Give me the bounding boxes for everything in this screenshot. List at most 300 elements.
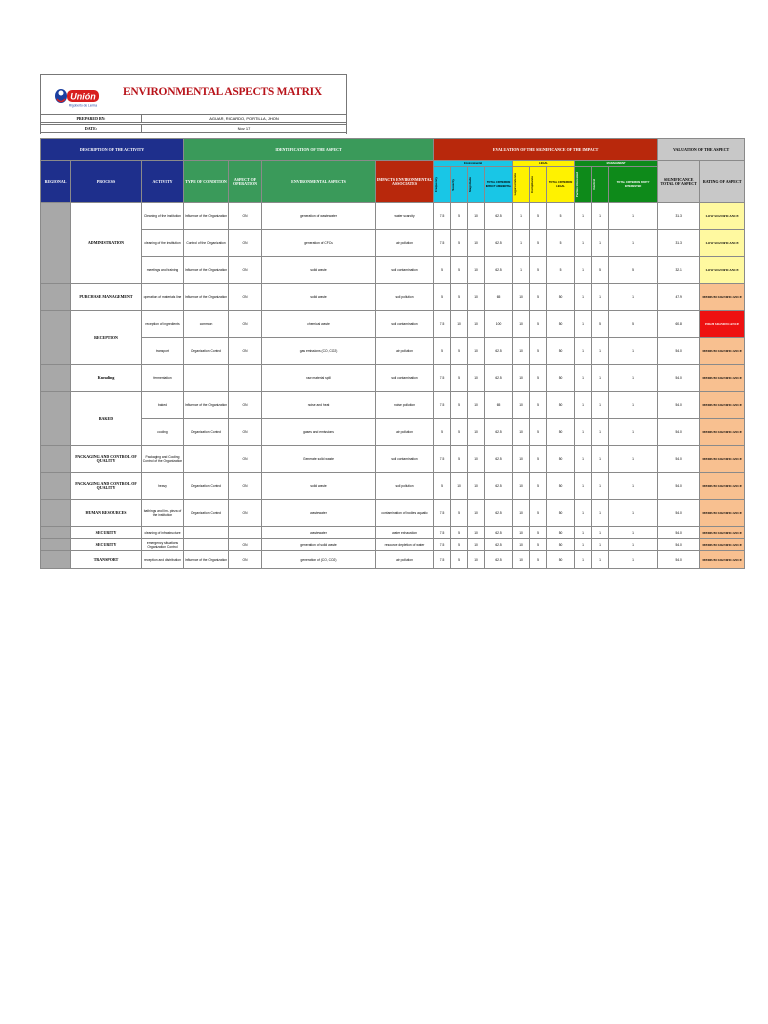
operation-cell: ON xyxy=(229,473,262,500)
significance-cell: 54.0 xyxy=(658,392,700,419)
criterion-value: 5 xyxy=(434,257,451,284)
condition-header: TYPE OF CONDITION xyxy=(184,161,229,203)
criterion-value: 1 xyxy=(575,473,592,500)
criterion-value: 5 xyxy=(530,551,547,569)
criterion-value: 10 xyxy=(513,419,530,446)
criterion-value: 62.5 xyxy=(485,257,513,284)
date-row xyxy=(40,124,347,133)
regional-cell xyxy=(41,500,71,527)
criterion-value: 10 xyxy=(468,338,485,365)
aspect-cell: chemical waste xyxy=(262,311,376,338)
criterion-value: 10 xyxy=(468,500,485,527)
criterion-value: 10 xyxy=(468,257,485,284)
impact-cell: resource depletion of water xyxy=(376,539,434,551)
impact-cell: soil contamination xyxy=(376,257,434,284)
operation-cell: ON xyxy=(229,230,262,257)
criterion-value: 1 xyxy=(575,527,592,539)
condition-cell xyxy=(184,365,229,392)
criterion-value: 50 xyxy=(547,338,575,365)
logo-text: Unión xyxy=(70,91,96,102)
criterion-value: 1 xyxy=(575,257,592,284)
criterion-value: 1 xyxy=(575,392,592,419)
process-cell: BAKED xyxy=(71,392,142,446)
criterion-value: 50 xyxy=(547,392,575,419)
criterion-value: 7.5 xyxy=(434,230,451,257)
impact-cell: soil contamination xyxy=(376,311,434,338)
criterion-value: 1 xyxy=(592,527,609,539)
condition-cell xyxy=(184,527,229,539)
env-group-header: Environmental xyxy=(434,161,513,167)
criterion-value: 1 xyxy=(575,203,592,230)
condition-cell: Influence of the Organization xyxy=(184,284,229,311)
prepared-by-value: AGUAR, RICARDO, PORTILLA, JHON xyxy=(141,115,346,122)
criterion-total-impact: TOTAL CRITERION IMPACT AMBIENTAL xyxy=(485,167,513,203)
table-row xyxy=(41,257,745,284)
activity-cell: reception of ingredients xyxy=(142,311,184,338)
aspect-cell: gas emissions (CO, CO2) xyxy=(262,338,376,365)
rating-cell: LOW SIGNIFICANCE xyxy=(700,257,745,284)
operation-header: ASPECT OF OPERATION xyxy=(229,161,262,203)
criterion-total-legal: TOTAL CRITERION LEGAL xyxy=(547,167,575,203)
criterion-value: 10 xyxy=(468,527,485,539)
operation-cell: ON xyxy=(229,392,262,419)
regional-cell xyxy=(41,284,71,311)
aspect-cell: solid waste xyxy=(262,473,376,500)
logo-subtext: Rigoberto de Lerma xyxy=(68,103,98,108)
criterion-value: 62.5 xyxy=(485,338,513,365)
criterion-value: 5 xyxy=(530,500,547,527)
criterion-value: 50 xyxy=(547,365,575,392)
aspects-header: ENVIRONMENTAL ASPECTS xyxy=(262,161,376,203)
criterion-frequency: Frequency xyxy=(434,167,451,203)
operation-cell: ON xyxy=(229,257,262,284)
significance-cell: 54.0 xyxy=(658,419,700,446)
impact-cell: air pollution xyxy=(376,338,434,365)
criterion-value: 62.5 xyxy=(485,527,513,539)
impact-cell: noise pollution xyxy=(376,392,434,419)
criterion-value: 10 xyxy=(468,419,485,446)
activity-cell: cleaning of infrastructure xyxy=(142,527,184,539)
rating-cell: MEDIUM SIGNIFICANCE xyxy=(700,500,745,527)
criterion-value: 5 xyxy=(530,419,547,446)
criterion-value: 7.5 xyxy=(434,311,451,338)
criterion-value: 65 xyxy=(485,284,513,311)
activity-cell: transport xyxy=(142,338,184,365)
criterion-value: 7.5 xyxy=(434,365,451,392)
criterion-value: 5 xyxy=(592,311,609,338)
criterion-value: 62.5 xyxy=(485,473,513,500)
criterion-value: 1 xyxy=(609,527,658,539)
condition-cell: Influence of the Organization xyxy=(184,392,229,419)
operation-cell xyxy=(229,365,262,392)
operation-cell: ON xyxy=(229,539,262,551)
criterion-value: 10 xyxy=(513,527,530,539)
significance-cell: 54.0 xyxy=(658,338,700,365)
criterion-value: 50 xyxy=(547,284,575,311)
criterion-value: 50 xyxy=(547,419,575,446)
criterion-value: 1 xyxy=(609,284,658,311)
criterion-value: 50 xyxy=(547,551,575,569)
process-cell: PACKAGING AND CONTROL OF QUALITY xyxy=(71,446,142,473)
significance-cell: 60.8 xyxy=(658,311,700,338)
table-row xyxy=(41,392,745,419)
impact-cell: water scarcity xyxy=(376,203,434,230)
criterion-control: Control xyxy=(592,167,609,203)
condition-cell: Organization Control xyxy=(184,419,229,446)
criterion-value: 10 xyxy=(468,365,485,392)
criterion-value: 10 xyxy=(468,230,485,257)
criterion-value: 1 xyxy=(575,230,592,257)
criterion-value: 10 xyxy=(513,539,530,551)
criterion-value: 1 xyxy=(575,539,592,551)
criterion-value: 10 xyxy=(468,551,485,569)
impact-cell: air pollution xyxy=(376,230,434,257)
matrix-body xyxy=(41,203,745,569)
company-logo xyxy=(52,86,100,108)
description-header: DESCRIPTION OF THE ACTIVITY xyxy=(41,139,184,161)
aspect-cell: Generate solid waste xyxy=(262,446,376,473)
criterion-value: 5 xyxy=(547,230,575,257)
regional-cell xyxy=(41,446,71,473)
criterion-parties: Parties interested xyxy=(575,167,592,203)
criterion-value: 5 xyxy=(530,230,547,257)
table-row xyxy=(41,365,745,392)
process-cell: SECURITY xyxy=(71,539,142,551)
table-row xyxy=(41,527,745,539)
activity-cell: Cleaning of the institution xyxy=(142,203,184,230)
criterion-magnitude: Magnitude xyxy=(468,167,485,203)
criterion-value: 10 xyxy=(451,311,468,338)
evaluation-header: EVALUATION OF THE SIGNIFICANCE OF THE IMPACT xyxy=(434,139,658,161)
condition-cell: Organization Control xyxy=(184,473,229,500)
table-row xyxy=(41,203,745,230)
criterion-value: 5 xyxy=(451,257,468,284)
criterion-value: 1 xyxy=(592,419,609,446)
operation-cell: ON xyxy=(229,311,262,338)
operation-cell: ON xyxy=(229,419,262,446)
criterion-value: 5 xyxy=(530,284,547,311)
criterion-value: 1 xyxy=(592,473,609,500)
criterion-value: 5 xyxy=(451,446,468,473)
criterion-value: 1 xyxy=(592,446,609,473)
condition-cell: Influence of the Organization xyxy=(184,203,229,230)
criterion-value: 10 xyxy=(468,473,485,500)
activity-cell: emergency situations Organization Control xyxy=(142,539,184,551)
criterion-value: 1 xyxy=(609,446,658,473)
process-cell: PACKAGING AND CONTROL OF QUALITY xyxy=(71,473,142,500)
criterion-value: 1 xyxy=(513,203,530,230)
activity-cell: Packaging and Cooling Control of the Organization xyxy=(142,446,184,473)
criterion-value: 10 xyxy=(468,284,485,311)
criterion-value: 5 xyxy=(592,257,609,284)
criterion-value: 1 xyxy=(592,203,609,230)
criterion-value: 5 xyxy=(530,392,547,419)
activity-header: ACTIVITY xyxy=(142,161,184,203)
table-row xyxy=(41,539,745,551)
aspect-cell: gases and emissions xyxy=(262,419,376,446)
aspect-cell: noise and heat xyxy=(262,392,376,419)
criterion-value: 50 xyxy=(547,500,575,527)
criterion-value: 1 xyxy=(592,365,609,392)
criterion-value: 5 xyxy=(451,284,468,311)
criterion-value: 5 xyxy=(547,257,575,284)
rating-cell: MEDIUM SIGNIFICANCE xyxy=(700,551,745,569)
criterion-value: 5 xyxy=(451,365,468,392)
significance-cell: 47.9 xyxy=(658,284,700,311)
criterion-value: 1 xyxy=(575,551,592,569)
regional-cell xyxy=(41,203,71,284)
criterion-value: 5 xyxy=(547,203,575,230)
aspect-cell: wastewater xyxy=(262,527,376,539)
significance-cell: 54.0 xyxy=(658,500,700,527)
significance-cell: 31.3 xyxy=(658,203,700,230)
rating-cell: LOW SIGNIFICANCE xyxy=(700,203,745,230)
rating-cell: MEDIUM SIGNIFICANCE xyxy=(700,338,745,365)
criterion-value: 5 xyxy=(451,392,468,419)
impact-cell: water exhaustion xyxy=(376,527,434,539)
criterion-severity: Severity xyxy=(451,167,468,203)
criterion-value: 1 xyxy=(575,446,592,473)
criterion-value: 7.5 xyxy=(434,527,451,539)
rating-cell: MEDIUM SIGNIFICANCE xyxy=(700,473,745,500)
criterion-value: 5 xyxy=(451,419,468,446)
criterion-value: 5 xyxy=(434,338,451,365)
criterion-compliance: Compliance xyxy=(530,167,547,203)
rating-cell: MEDIUM SIGNIFICANCE xyxy=(700,392,745,419)
criterion-value: 1 xyxy=(592,539,609,551)
condition-cell: Organization Control xyxy=(184,338,229,365)
criterion-value: 5 xyxy=(434,419,451,446)
significance-header: SIGNIFICANCE TOTAL OF ASPECT xyxy=(658,161,700,203)
criterion-value: 1 xyxy=(575,338,592,365)
significance-cell: 31.3 xyxy=(658,230,700,257)
criterion-value: 5 xyxy=(451,203,468,230)
criterion-value: 5 xyxy=(530,338,547,365)
rating-cell: LOW SIGNIFICANCE xyxy=(700,230,745,257)
criterion-value: 5 xyxy=(530,527,547,539)
condition-cell: Organization Control xyxy=(184,500,229,527)
table-row xyxy=(41,230,745,257)
condition-cell: Influence of the Organization xyxy=(184,257,229,284)
criterion-value: 62.5 xyxy=(485,551,513,569)
table-row xyxy=(41,473,745,500)
criterion-value: 65 xyxy=(485,392,513,419)
criterion-value: 1 xyxy=(609,500,658,527)
criterion-value: 1 xyxy=(592,500,609,527)
table-row xyxy=(41,500,745,527)
criterion-value: 1 xyxy=(592,230,609,257)
prepared-by-label: PREPARED BY: xyxy=(76,116,106,121)
criterion-value: 1 xyxy=(575,365,592,392)
process-cell: HUMAN RESOURCES xyxy=(71,500,142,527)
criterion-value: 10 xyxy=(451,473,468,500)
criterion-value: 5 xyxy=(451,539,468,551)
aspect-cell: generation of wastewater xyxy=(262,203,376,230)
activity-cell: cooling xyxy=(142,419,184,446)
regional-cell xyxy=(41,527,71,539)
criterion-value: 10 xyxy=(468,203,485,230)
legal-group-header: LEGAL xyxy=(513,161,575,167)
criterion-value: 1 xyxy=(575,311,592,338)
header-row-top xyxy=(41,139,745,161)
criterion-value: 5 xyxy=(530,365,547,392)
aspect-cell: raw material spill xyxy=(262,365,376,392)
regional-cell xyxy=(41,473,71,500)
process-cell: PURCHASE MANAGEMENT xyxy=(71,284,142,311)
criterion-value: 5 xyxy=(530,311,547,338)
rating-cell: MEDIUM SIGNIFICANCE xyxy=(700,539,745,551)
criterion-value: 1 xyxy=(575,500,592,527)
criterion-value: 1 xyxy=(609,419,658,446)
criterion-value: 1 xyxy=(513,230,530,257)
criterion-value: 5 xyxy=(451,551,468,569)
criterion-value: 1 xyxy=(609,551,658,569)
criterion-value: 62.5 xyxy=(485,365,513,392)
activity-cell: fermentation xyxy=(142,365,184,392)
criterion-value: 50 xyxy=(547,539,575,551)
criterion-total-party: TOTAL CRITERION PARTY INTERESTED xyxy=(609,167,658,203)
impact-cell: soil pollution xyxy=(376,473,434,500)
regional-cell xyxy=(41,551,71,569)
rating-cell: MEDIUM SIGNIFICANCE xyxy=(700,419,745,446)
regional-cell xyxy=(41,365,71,392)
criterion-value: 10 xyxy=(513,284,530,311)
table-row xyxy=(41,419,745,446)
condition-cell: Influence of the Organization xyxy=(184,551,229,569)
criterion-value: 1 xyxy=(513,257,530,284)
rating-cell: HIGH SIGNIFICANCE xyxy=(700,311,745,338)
criterion-value: 5 xyxy=(434,284,451,311)
criterion-value: 1 xyxy=(609,392,658,419)
criterion-value: 10 xyxy=(513,392,530,419)
criterion-value: 10 xyxy=(513,311,530,338)
process-cell: SECURITY xyxy=(71,527,142,539)
criterion-value: 10 xyxy=(468,446,485,473)
rating-cell: MEDIUM SIGNIFICANCE xyxy=(700,284,745,311)
date-label: DATE: xyxy=(84,126,98,131)
condition-cell: Control of the Organization xyxy=(184,230,229,257)
criterion-value: 7.5 xyxy=(434,539,451,551)
criterion-value: 1 xyxy=(609,365,658,392)
impact-cell: soil contamination xyxy=(376,365,434,392)
criterion-value: 62.5 xyxy=(485,203,513,230)
table-row xyxy=(41,551,745,569)
significance-cell: 54.0 xyxy=(658,539,700,551)
criterion-value: 50 xyxy=(547,311,575,338)
activity-cell: meetings and training xyxy=(142,257,184,284)
criterion-value: 1 xyxy=(609,338,658,365)
criterion-value: 10 xyxy=(468,539,485,551)
aspect-cell: generation of solid waste xyxy=(262,539,376,551)
aspect-cell: solid waste xyxy=(262,284,376,311)
criterion-value: 7.5 xyxy=(434,551,451,569)
criterion-value: 10 xyxy=(513,473,530,500)
criterion-value: 5 xyxy=(609,257,658,284)
activity-cell: operation of materials line xyxy=(142,284,184,311)
rating-header: RATING OF ASPECT xyxy=(700,161,745,203)
significance-cell: 54.0 xyxy=(658,473,700,500)
criterion-value: 1 xyxy=(592,338,609,365)
criterion-value: 10 xyxy=(513,551,530,569)
process-cell: Kneading xyxy=(71,365,142,392)
regional-cell xyxy=(41,311,71,365)
condition-cell xyxy=(184,539,229,551)
criterion-value: 5 xyxy=(451,230,468,257)
criterion-value: 10 xyxy=(513,500,530,527)
activity-cell: bathings and lim- pieza of the institution xyxy=(142,500,184,527)
valuation-header: VALUATION OF THE ASPECT xyxy=(658,139,745,161)
condition-cell xyxy=(184,446,229,473)
criterion-value: 1 xyxy=(592,551,609,569)
criterion-value: 5 xyxy=(530,539,547,551)
rating-cell: MEDIUM SIGNIFICANCE xyxy=(700,365,745,392)
operation-cell: ON xyxy=(229,338,262,365)
rating-cell: MEDIUM SIGNIFICANCE xyxy=(700,527,745,539)
criterion-value: 62.5 xyxy=(485,500,513,527)
impact-cell: soil pollution xyxy=(376,284,434,311)
criterion-value: 10 xyxy=(513,365,530,392)
criterion-value: 1 xyxy=(575,284,592,311)
activity-cell: cleaning of the institution xyxy=(142,230,184,257)
criterion-value: 1 xyxy=(609,230,658,257)
aspect-cell: wastewater xyxy=(262,500,376,527)
process-header: PROCESS xyxy=(71,161,142,203)
criterion-value: 10 xyxy=(468,392,485,419)
operation-cell: ON xyxy=(229,284,262,311)
criterion-value: 5 xyxy=(530,257,547,284)
process-cell: ADMINISTRATION xyxy=(71,203,142,284)
criterion-value: 5 xyxy=(451,500,468,527)
operation-cell: ON xyxy=(229,446,262,473)
criterion-value: 62.5 xyxy=(485,230,513,257)
criterion-value: 100 xyxy=(485,311,513,338)
criterion-value: 1 xyxy=(592,392,609,419)
table-row xyxy=(41,284,745,311)
criterion-value: 5 xyxy=(609,311,658,338)
prepared-by-row xyxy=(40,114,347,123)
criterion-value: 5 xyxy=(434,473,451,500)
significance-cell: 54.0 xyxy=(658,551,700,569)
criterion-value: 1 xyxy=(575,419,592,446)
criterion-value: 7.5 xyxy=(434,446,451,473)
process-cell: TRANSPORT xyxy=(71,551,142,569)
criterion-value: 5 xyxy=(530,446,547,473)
criterion-value: 5 xyxy=(530,203,547,230)
criterion-value: 7.5 xyxy=(434,500,451,527)
table-row xyxy=(41,311,745,338)
regional-cell xyxy=(41,539,71,551)
date-value: Nov 17 xyxy=(141,125,346,132)
criterion-value: 62.5 xyxy=(485,419,513,446)
activity-cell: reception and distribution xyxy=(142,551,184,569)
process-cell: RECEPTION xyxy=(71,311,142,365)
table-row xyxy=(41,338,745,365)
criterion-value: 10 xyxy=(513,338,530,365)
impact-cell: soil contamination xyxy=(376,446,434,473)
criterion-value: 62.5 xyxy=(485,539,513,551)
impact-cell: air pollution xyxy=(376,551,434,569)
criterion-value: 10 xyxy=(468,311,485,338)
operation-cell: ON xyxy=(229,203,262,230)
criterion-value: 50 xyxy=(547,473,575,500)
operation-cell: ON xyxy=(229,551,262,569)
activity-cell: heavy xyxy=(142,473,184,500)
impact-cell: air pollution xyxy=(376,419,434,446)
criterion-value: 50 xyxy=(547,446,575,473)
significance-cell: 54.0 xyxy=(658,527,700,539)
criterion-value: 62.5 xyxy=(485,446,513,473)
operation-cell: ON xyxy=(229,500,262,527)
